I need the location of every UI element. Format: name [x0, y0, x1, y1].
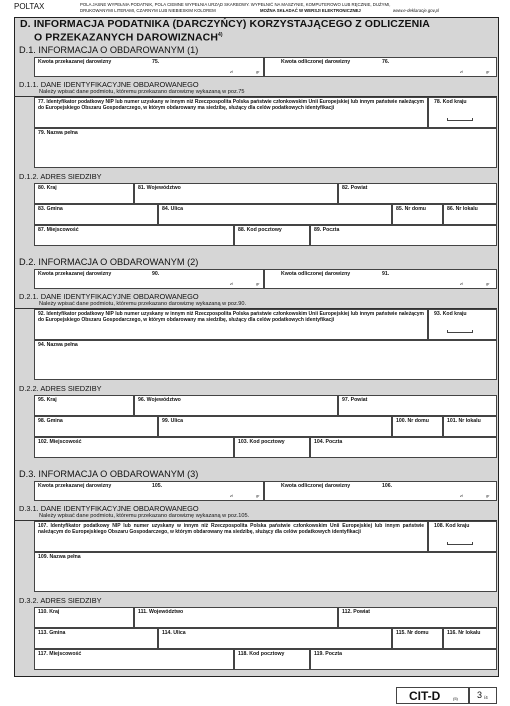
country-code-field[interactable]: [428, 521, 497, 552]
identification-title: D.3.1. DANE IDENTYFIKACYJNE OBDAROWANEGO: [19, 504, 199, 513]
county-field[interactable]: [338, 607, 497, 628]
gr-unit: gr: [256, 70, 260, 74]
instructions-line-2a: DRUKOWANYMI LITERAMI, CZARNYM LUB NIEBIESKIM KOLOREM: [80, 8, 216, 13]
gr-unit: gr: [486, 494, 490, 498]
deduction-amount-field[interactable]: [264, 481, 497, 501]
country-code-field[interactable]: [428, 309, 497, 340]
locality-field[interactable]: [34, 225, 234, 246]
address-title: D.3.2. ADRES SIEDZIBY: [19, 596, 102, 605]
nip-field[interactable]: [34, 521, 428, 552]
page-number: 3: [477, 690, 483, 700]
county-label: 82. Powiat: [342, 185, 368, 191]
gr-unit: gr: [256, 494, 260, 498]
street-field[interactable]: [158, 204, 392, 225]
deduction-amount-label: Kwota odliczonej darowizny: [281, 59, 351, 65]
donation-amount-field[interactable]: [34, 481, 264, 501]
locality-label: 87. Miejscowość: [38, 227, 79, 233]
donee-title: D.1. INFORMACJA O OBDAROWANYM (1): [19, 45, 199, 55]
deduction-amount-field[interactable]: [264, 269, 497, 289]
street-field[interactable]: [158, 628, 392, 649]
form-version: (5): [453, 696, 458, 701]
apartment-number-label: 101. Nr lokalu: [447, 418, 481, 424]
country-label: 80. Kraj: [38, 185, 57, 191]
identification-title: D.1.1. DANE IDENTYFIKACYJNE OBDAROWANEGO: [19, 80, 199, 89]
identification-note: Należy wpisać dane podmiotu, któremu przekazano darowiznę wykazaną w poz.75: [39, 89, 245, 95]
locality-label: 102. Miejscowość: [38, 439, 82, 445]
section-d-title-line1: D. INFORMACJA PODATNIKA (DARCZYŃCY) KORZYSTAJĄCEGO Z ODLICZENIA: [20, 18, 430, 30]
deduction-amount-number: 106.: [382, 483, 393, 489]
apartment-number-label: 116. Nr lokalu: [447, 630, 481, 636]
house-number-field[interactable]: [392, 204, 443, 225]
full-name-label: 94. Nazwa pełna: [38, 342, 78, 348]
voivodeship-field[interactable]: [134, 395, 338, 416]
apartment-number-field[interactable]: [443, 204, 497, 225]
post-office-label: 89. Poczta: [314, 227, 340, 233]
section-d-title-line2-text: O PRZEKAZANYCH DAROWIZNACH: [34, 31, 219, 44]
voivodeship-label: 81. Województwo: [138, 185, 181, 191]
donation-amount-label: Kwota przekazanej darowizny: [38, 59, 112, 65]
street-label: 114. Ulica: [162, 630, 186, 636]
nip-field[interactable]: [34, 97, 428, 128]
post-office-field[interactable]: [310, 225, 497, 246]
country-label: 95. Kraj: [38, 397, 57, 403]
deduction-amount-number: 91.: [382, 271, 390, 277]
donation-amount-label: Kwota przekazanej darowizny: [38, 271, 112, 277]
country-label: 110. Kraj: [38, 609, 60, 615]
deduction-amount-field[interactable]: [264, 57, 497, 77]
country-code-field[interactable]: [428, 97, 497, 128]
address-title: D.2.2. ADRES SIEDZIBY: [19, 384, 102, 393]
nip-label: 107. Identyfikator podatkowy NIP lub numer uzyskany w innym niż Rzeczpospolita Polska państwie członkowskim Unii Europejskiej lub innym państwie należącym do Europejskiego Obszaru Gospodarczego, w którym obdarowany ma siedzibę, służący dla celów podatkowych identyfikacji: [38, 523, 424, 535]
post-office-field[interactable]: [310, 649, 497, 670]
country-code-comb: [447, 118, 473, 121]
voivodeship-field[interactable]: [134, 183, 338, 204]
country-code-label: 93. Kod kraju: [434, 311, 467, 317]
identification-note: Należy wpisać dane podmiotu, któremu przekazano darowiznę wykazaną w poz.105.: [39, 513, 250, 519]
postal-code-field[interactable]: [234, 437, 310, 458]
post-office-field[interactable]: [310, 437, 497, 458]
county-label: 112. Powiat: [342, 609, 370, 615]
full-name-field[interactable]: [34, 128, 497, 168]
commune-field[interactable]: [34, 416, 158, 437]
donation-amount-label: Kwota przekazanej darowizny: [38, 483, 112, 489]
address-title: D.1.2. ADRES SIEDZIBY: [19, 172, 102, 181]
zl-unit: zł: [230, 70, 233, 74]
house-number-field[interactable]: [392, 416, 443, 437]
instructions-line-2b: MOŻNA SKŁADAĆ W WERSJI ELEKTRONICZNEJ: [260, 8, 361, 13]
locality-field[interactable]: [34, 437, 234, 458]
commune-label: 98. Gmina: [38, 418, 63, 424]
full-name-field[interactable]: [34, 552, 497, 592]
country-code-comb: [447, 330, 473, 333]
postal-code-label: 88. Kod pocztowy: [238, 227, 282, 233]
street-label: 84. Ulica: [162, 206, 184, 212]
donation-amount-number: 105.: [152, 483, 163, 489]
house-number-label: 100. Nr domu: [396, 418, 429, 424]
postal-code-label: 103. Kod pocztowy: [238, 439, 285, 445]
country-code-comb: [447, 542, 473, 545]
apartment-number-field[interactable]: [443, 416, 497, 437]
gr-unit: gr: [486, 282, 490, 286]
street-label: 99. Ulica: [162, 418, 184, 424]
apartment-number-label: 86. Nr lokalu: [447, 206, 478, 212]
footnote-marker: 4): [218, 32, 223, 38]
full-name-field[interactable]: [34, 340, 497, 380]
commune-label: 113. Gmina: [38, 630, 66, 636]
county-field[interactable]: [338, 395, 497, 416]
donee-title: D.3. INFORMACJA O OBDAROWANYM (3): [19, 469, 199, 479]
nip-field[interactable]: [34, 309, 428, 340]
commune-label: 83. Gmina: [38, 206, 63, 212]
postal-code-field[interactable]: [234, 649, 310, 670]
full-name-label: 109. Nazwa pełna: [38, 554, 81, 560]
donee-title: D.2. INFORMACJA O OBDAROWANYM (2): [19, 257, 199, 267]
identification-note: Należy wpisać dane podmiotu, któremu przekazano darowiznę wykazaną w poz.90.: [39, 301, 247, 307]
post-office-label: 104. Poczta: [314, 439, 343, 445]
country-field[interactable]: [34, 395, 134, 416]
deduction-amount-label: Kwota odliczonej darowizny: [281, 271, 351, 277]
locality-field[interactable]: [34, 649, 234, 670]
country-code-label: 78. Kod kraju: [434, 99, 467, 105]
deduction-amount-label: Kwota odliczonej darowizny: [281, 483, 351, 489]
voivodeship-label: 111. Województwo: [138, 609, 184, 615]
postal-code-field[interactable]: [234, 225, 310, 246]
zl-unit: zł: [460, 282, 463, 286]
apartment-number-field[interactable]: [443, 628, 497, 649]
post-office-label: 119. Poczta: [314, 651, 342, 657]
house-number-label: 115. Nr domu: [396, 630, 429, 636]
full-name-label: 79. Nazwa pełna: [38, 130, 78, 136]
street-field[interactable]: [158, 416, 392, 437]
gr-unit: gr: [486, 70, 490, 74]
brand-label: POLTAX: [14, 2, 45, 11]
postal-code-label: 118. Kod pocztowy: [238, 651, 285, 657]
nip-label: 77. Identyfikator podatkowy NIP lub numer uzyskany w innym niż Rzeczpospolita Polska państwie członkowskim Unii Europejskiej lub innym państwie należącym do Europejskiego Obszaru Gospodarczego, w którym obdarowany ma siedzibę, służący dla celów podatkowych identyfikacji: [38, 99, 424, 111]
commune-field[interactable]: [34, 628, 158, 649]
gr-unit: gr: [256, 282, 260, 286]
zl-unit: zł: [230, 282, 233, 286]
zl-unit: zł: [230, 494, 233, 498]
zl-unit: zł: [460, 70, 463, 74]
country-field[interactable]: [34, 183, 134, 204]
page-total: /4: [484, 695, 488, 700]
country-field[interactable]: [34, 607, 134, 628]
county-label: 97. Powiat: [342, 397, 368, 403]
commune-field[interactable]: [34, 204, 158, 225]
deduction-amount-number: 76.: [382, 59, 390, 65]
voivodeship-field[interactable]: [134, 607, 338, 628]
nip-label: 92. Identyfikator podatkowy NIP lub numer uzyskany w innym niż Rzeczpospolita Polska państwie członkowskim Unii Europejskiej lub innym państwie należącym do Europejskiego Obszaru Gospodarczego, w którym obdarowany ma siedzibę, służący dla celów podatkowych identyfikacji: [38, 311, 424, 323]
donation-amount-field[interactable]: [34, 269, 264, 289]
house-number-label: 85. Nr domu: [396, 206, 426, 212]
page-number-box: [469, 687, 497, 704]
donation-amount-number: 90.: [152, 271, 160, 277]
donation-amount-field[interactable]: [34, 57, 264, 77]
section-d-title-line2: [34, 30, 223, 44]
form-code: CIT-D: [409, 689, 441, 703]
instructions-line-1: POLA JASNE WYPEŁNIA PODATNIK, POLA CIEMNE WYPEŁNIA URZĄD SKARBOWY. WYPEŁNIĆ NA MASZYNIE, KOMPUTEROWO LUB RĘCZNIE, DUŻYMI,: [80, 2, 391, 7]
county-field[interactable]: [338, 183, 497, 204]
zl-unit: zł: [460, 494, 463, 498]
locality-label: 117. Miejscowość: [38, 651, 82, 657]
country-code-label: 108. Kod kraju: [434, 523, 470, 529]
voivodeship-label: 96. Województwo: [138, 397, 181, 403]
identification-title: D.2.1. DANE IDENTYFIKACYJNE OBDAROWANEGO: [19, 292, 199, 301]
house-number-field[interactable]: [392, 628, 443, 649]
form-code-box: [396, 687, 469, 704]
donation-amount-number: 75.: [152, 59, 160, 65]
instructions-line-2c: www.e-deklaracje.gov.pl: [393, 8, 440, 13]
